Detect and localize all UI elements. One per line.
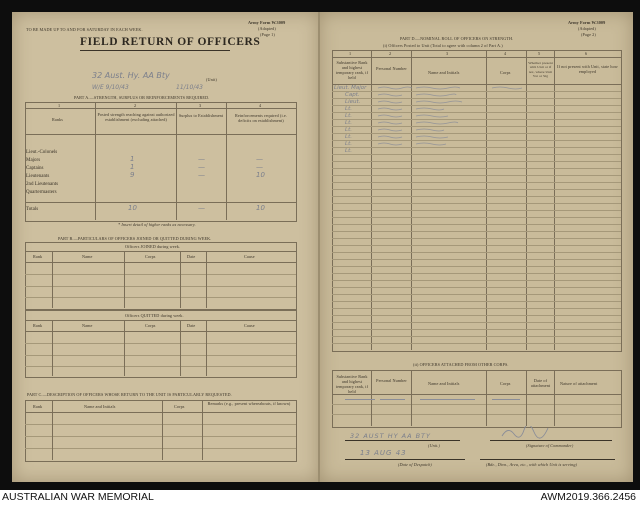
surplus-value: — xyxy=(198,163,205,171)
surplus-value: — xyxy=(198,171,205,179)
roll-entry: Lt. xyxy=(345,148,352,154)
roll-col-head: Name and Initials xyxy=(428,70,460,75)
roll-col-num: 1 xyxy=(349,51,352,56)
roll-col-num: 3 xyxy=(446,51,449,56)
roll-rule xyxy=(332,252,621,253)
attached-col: Date of attachment xyxy=(530,378,551,388)
roll-rule xyxy=(332,294,621,295)
despatch-label: (Date of Despatch) xyxy=(398,462,432,467)
roll-rule xyxy=(332,175,621,176)
roll-entry: Lt. xyxy=(345,106,352,112)
quitted-col: Rank xyxy=(33,323,43,328)
joined-heading: Officers JOINED during week. xyxy=(125,244,181,249)
joined-col: Corps xyxy=(145,254,156,259)
reinf-value: — xyxy=(256,155,263,163)
rank-row: 2nd Lieutenants xyxy=(26,182,59,187)
roll-rule xyxy=(332,224,621,225)
date-stamp: 13 AUG 43 xyxy=(360,449,407,457)
roll-col-head: Personal Number xyxy=(376,66,407,71)
roll-rule xyxy=(332,196,621,197)
roll-rule xyxy=(332,322,621,323)
roll-rule xyxy=(332,280,621,281)
page-fold xyxy=(318,12,320,482)
part-a-heading: PART A.—STRENGTH, SURPLUS OR REINFORCEMENTS REQUIRED. xyxy=(74,95,210,100)
unit-label-right: (Unit.) xyxy=(428,443,440,448)
joined-col: Rank xyxy=(33,254,43,259)
top-note: TO BE MADE UP TO AND FOR SATURDAY IN EACH WEEK. xyxy=(26,27,143,32)
unit-handwritten: 32 Aust. Hy. AA Bty xyxy=(92,71,170,80)
part-a-col-1: 1 xyxy=(58,103,61,108)
part-c-col: Corps xyxy=(174,404,185,409)
archive-footer xyxy=(0,490,640,505)
roll-col-num: 2 xyxy=(389,51,392,56)
part-a-head-surplus: Surplus to Establishment xyxy=(178,113,224,118)
roll-rule xyxy=(332,189,621,190)
part-a-col-3: 3 xyxy=(199,103,202,108)
part-a-col-4: 4 xyxy=(259,103,262,108)
joined-col: Cause xyxy=(244,254,255,259)
roll-entry: Lt. xyxy=(345,113,352,119)
surplus-value: — xyxy=(198,155,205,163)
quitted-col: Name xyxy=(82,323,93,328)
form-adapted-left: (Adapted) xyxy=(258,26,276,31)
form-page-right: (Page 2) xyxy=(581,32,596,37)
roll-col-head: Substantive Rank and highest temporary rank, if held xyxy=(335,60,369,80)
roll-col-head: Corps xyxy=(500,70,511,75)
attached-col: Personal Number xyxy=(376,378,407,383)
part-d-heading: PART D.—NOMINAL ROLL OF OFFICERS ON STRENGTH. xyxy=(400,36,514,41)
bde-label: (Bde., Divn., Area, etc., with which Unit is serving) xyxy=(486,462,578,467)
footnote: * Insert detail of higher ranks as necessary. xyxy=(118,222,196,227)
form-id-right: Army Form W.3009 xyxy=(568,20,606,25)
part-d-sub: (i) Officers Posted to Unit (Total to agree with column 2 of Part A.) xyxy=(383,43,503,48)
rank-row: Majors xyxy=(26,158,41,163)
roll-entry: Capt. xyxy=(345,92,360,98)
roll-rule xyxy=(332,273,621,274)
attached-col: Nature of attachment xyxy=(560,381,598,386)
quitted-col: Corps xyxy=(145,323,156,328)
attached-heading: (ii) OFFICERS ATTACHED FROM OTHER CORPS. xyxy=(413,362,509,367)
roll-col-head: If not present with Unit, state how employed xyxy=(557,64,618,74)
roll-rule xyxy=(332,315,621,316)
date-handwritten-2: 11/10/43 xyxy=(176,84,203,91)
attached-col: Corps xyxy=(500,381,511,386)
roll-handwriting-marks xyxy=(372,84,572,154)
part-b-heading: PART B.—PARTICULARS OF OFFICERS JOINED OR QUITTED DURING WEEK. xyxy=(58,236,212,241)
roll-rule xyxy=(332,203,621,204)
joined-col: Date xyxy=(187,254,196,259)
form-id-left: Army Form W.3009 xyxy=(248,20,286,25)
roll-col-num: 6 xyxy=(585,51,588,56)
totals-label: Totals xyxy=(26,207,39,212)
roll-rule xyxy=(332,266,621,267)
roll-entry: Lt. xyxy=(345,127,352,133)
page-title: FIELD RETURN OF OFFICERS xyxy=(80,36,261,48)
part-c-table xyxy=(25,400,297,462)
roll-rule xyxy=(332,336,621,337)
form-adapted-right: (Adapted) xyxy=(578,26,596,31)
reinf-value: — xyxy=(256,163,263,171)
roll-entry: Lt. xyxy=(345,141,352,147)
roll-entry: Lieut. xyxy=(345,99,361,105)
quitted-col: Cause xyxy=(244,323,255,328)
unit-label: (Unit) xyxy=(206,77,217,82)
roll-rule xyxy=(332,343,621,344)
roll-col-num: 5 xyxy=(538,51,541,56)
part-a-head-reinf: Reinforcements required (i.e. deficits on establishment) xyxy=(235,113,287,123)
totals-posted: 10 xyxy=(128,204,137,212)
attached-col: Substantive Rank and highest temporary rank, if held xyxy=(335,374,369,394)
reinf-value: 10 xyxy=(256,171,265,179)
roll-rule xyxy=(332,231,621,232)
roll-rule xyxy=(332,308,621,309)
totals-surplus: — xyxy=(198,204,205,212)
part-c-heading: PART C.—DESCRIPTION OF OFFICERS WHOSE RETURN TO THE UNIT IS PARTICULARLY REQUESTED. xyxy=(27,392,232,397)
roll-rule xyxy=(332,287,621,288)
roll-rule xyxy=(332,154,621,155)
date-handwritten: W/E 9/10/43 xyxy=(92,84,129,91)
roll-rule xyxy=(332,182,621,183)
posted-value: 1 xyxy=(130,155,135,163)
roll-entry: Lt. xyxy=(345,134,352,140)
roll-rule xyxy=(332,210,621,211)
form-page-left: (Page 1) xyxy=(260,32,275,37)
joined-col: Name xyxy=(82,254,93,259)
roll-rule xyxy=(332,161,621,162)
unit-stamp: 32 AUST HY AA BTY xyxy=(350,432,431,440)
part-a-head-rank: Ranks xyxy=(52,117,63,122)
roll-rule xyxy=(332,245,621,246)
roll-entry: Lieut. Major xyxy=(334,85,367,91)
roll-col-num: 4 xyxy=(504,51,507,56)
quitted-col: Date xyxy=(187,323,196,328)
posted-value: 1 xyxy=(130,163,135,171)
attached-col: Name and Initials xyxy=(428,381,460,386)
roll-rule xyxy=(332,329,621,330)
footer-accession: AWM2019.366.2456 xyxy=(540,491,636,503)
posted-value: 9 xyxy=(130,171,135,179)
roll-rule xyxy=(332,217,621,218)
roll-rule xyxy=(332,259,621,260)
roll-rule xyxy=(332,301,621,302)
signature-label: (Signature of Commander) xyxy=(526,443,574,448)
rank-row: Lieut.-Colonels xyxy=(26,150,58,155)
part-c-col: Name and Initials xyxy=(84,404,116,409)
roll-col-head: Whether present with Unit or if not, where Unit Var or Sig xyxy=(528,61,553,79)
rank-row: Quartermasters xyxy=(26,190,57,195)
rank-row: Lieutenants xyxy=(26,174,50,179)
rank-row: Captains xyxy=(26,166,44,171)
joined-table xyxy=(25,242,297,310)
roll-entry: Lt. xyxy=(345,120,352,126)
part-a-col-2: 2 xyxy=(134,103,137,108)
quitted-heading: Officers QUITTED during week. xyxy=(125,313,184,318)
totals-reinf: 10 xyxy=(256,204,265,212)
roll-rule xyxy=(332,168,621,169)
part-c-col: Rank xyxy=(33,404,43,409)
footer-institution: AUSTRALIAN WAR MEMORIAL xyxy=(2,491,154,503)
commander-signature xyxy=(498,426,553,440)
roll-rule xyxy=(332,238,621,239)
part-a-head-posted: Posted strength reaching against authorized establishment (excluding attached) xyxy=(97,112,175,122)
part-c-col: Remarks (e.g., present whereabouts, if known) xyxy=(207,401,291,406)
title-underline xyxy=(80,50,230,51)
